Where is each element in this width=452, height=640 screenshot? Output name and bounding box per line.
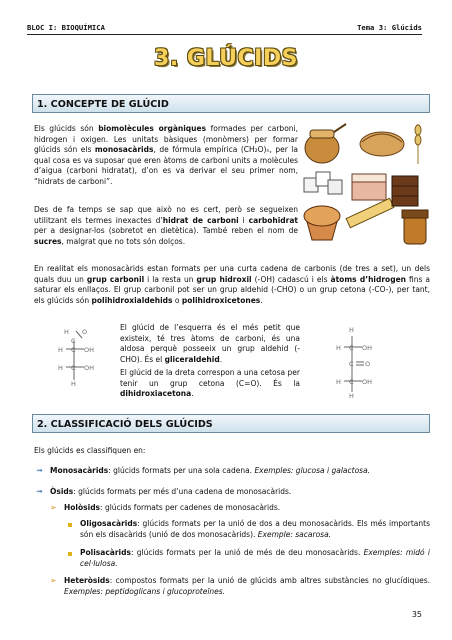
list-item-heterosids: Heteròsids: compostos formats per la unió de glúcids amb altres substàncies no glucídiques. Exemples: peptidoglicans i glucoproteïnes. [64,576,430,596]
dihydroxyacetone-structure: H H C OH C O H C OH H [336,326,373,400]
paragraph-1: Els glúcids són biomolècules orgàniques formades per carboni, hidrogen i oxigen. Les unitats bàsiques (monòmers) per formar glúcids són els monosacàrids, de fórmula empírica (CH₂O)ₙ, per la qual cosa es va suposar que eren àtoms de carboni units a molècules d’aigua (carboni hidratat), d’on es va derivar el seu primer nom, “hidrats de carboni”. [34,124,299,186]
page-header [27,20,422,34]
triangle-bullet-icon: ➢ [50,576,57,585]
paragraph-4: El glúcid de l’esquerra és el més petit que existeix, té tres àtoms de carboni, és una aldosa perquè posseeix un grup aldehid (-CHO). És el gliceraldehid. [120,323,300,364]
list-item-holosids: Holòsids: glúcids formats per cadenes de monosacàrids. [64,503,281,512]
header-right: Tema 3: Glúcids [357,23,422,32]
glyceraldehyde-structure: H O C H C OH H C OH H [58,328,95,388]
paragraph-3: En realitat els monosacàrids estan formats per una curta cadena de carbonis (de tres a set), un dels quals duu un grup carbonil i la resta un grup hidroxil (-OH) cadascú i els àtoms d’hidrogen fins a saturar els enllaços. El grup carbonil pot ser un grup aldehid (-CHO) o un grup cetona (-CO-), per tant, els glúcids són polihidroxialdehids o polihidroxicetones. [34,264,431,305]
paragraph-5: El glúcid de la dreta correspon a una cetosa per tenir un grup cetona (C=O). És la dihidroxiacetona. [120,368,300,399]
square-bullet-icon [68,552,72,556]
food-illustrations [300,120,432,248]
classification-intro: Els glúcids es classifiquen en: [34,446,146,455]
list-item-oligosaccharides: Oligosacàrids: glúcids formats per la unió de dos a deu monosacàrids. Els més importants són els disacàrids (unió de dos monosacàrids). Exemple: sacarosa. [80,519,430,539]
square-bullet-icon [68,523,72,527]
arrow-bullet-icon: ➟ [36,466,43,475]
page-number: 35 [411,610,422,619]
paragraph-2: Des de fa temps se sap que això no es cert, però se segueixen utilitzant els termes inexactes d’hidrat de carboni i carbohidrat per a designar-los (sobretot en dietètica). També reben el nom de sucres, malgrat que no tots són dolços. [34,205,298,246]
section-heading-1: 1. CONCEPTE DE GLÚCID [32,94,430,113]
section-heading-2: 2. CLASSIFICACIÓ DELS GLÚCIDS [32,414,430,433]
list-item-osids: Òsids: glúcids formats per més d’una cadena de monosacàrids. [50,487,292,496]
food-icon [300,120,432,248]
header-left: BLOC I: BIOQUÍMICA [27,23,105,32]
header-rule [27,34,422,35]
triangle-bullet-icon: ➢ [50,503,57,512]
page-title: 3. GLÚCIDS [154,46,298,71]
list-item-polysaccharides: Polisacàrids: glúcids formats per la unió de més de deu monosacàrids. Exemples: midó i cel·lulosa. [80,548,430,568]
list-item-monosaccharides: Monosacàrids: glúcids formats per una sola cadena. Exemples: glucosa i galactosa. [50,466,371,475]
arrow-bullet-icon: ➟ [36,487,43,496]
